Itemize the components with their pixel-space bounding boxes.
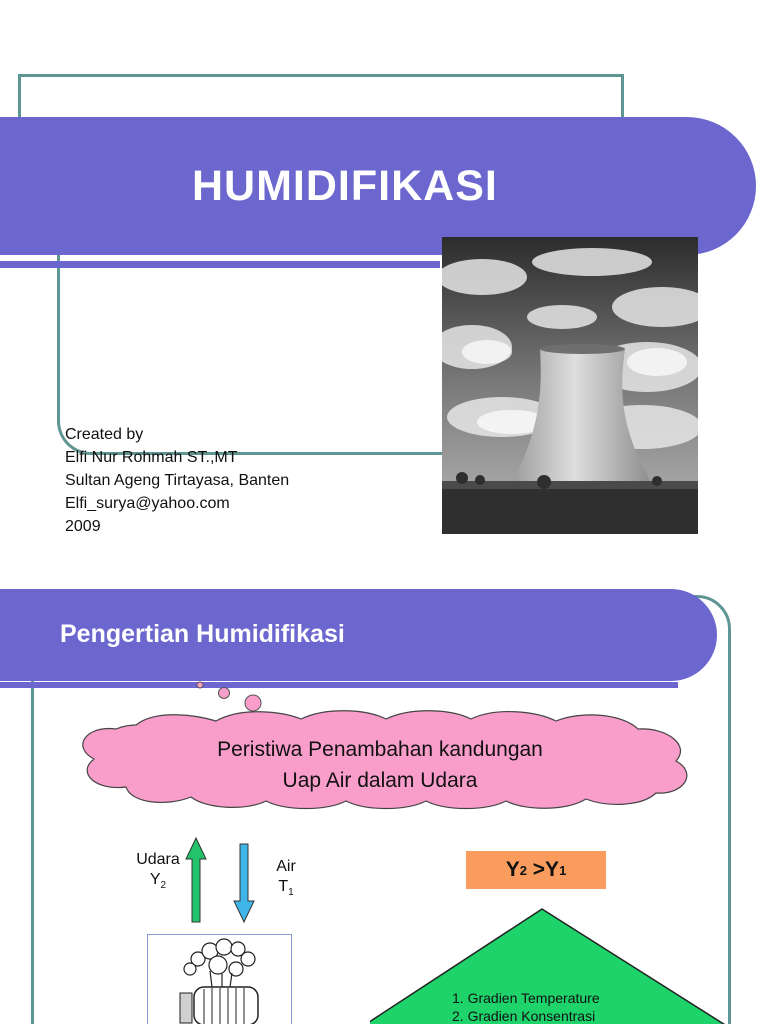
up-arrow-icon bbox=[185, 837, 207, 923]
y-a-sub: 2 bbox=[519, 862, 527, 878]
slide-pengertian bbox=[0, 565, 768, 1024]
title-band bbox=[0, 589, 717, 681]
y-comparison-box bbox=[466, 851, 606, 889]
triangle-item-2: 2. Gradien Konsentrasi bbox=[452, 1008, 596, 1024]
credit-line: Created by bbox=[65, 426, 144, 443]
air-symbol bbox=[266, 877, 306, 903]
slide-title-text: HUMIDIFIKASI bbox=[192, 162, 498, 210]
y-b-sub: 1 bbox=[559, 862, 567, 878]
slide-title-text: Pengertian Humidifikasi bbox=[60, 620, 345, 648]
cloud-line-2: Uap Air dalam Udara bbox=[282, 769, 478, 792]
credit-line: Elfi Nur Rohmah ST.,MT bbox=[65, 449, 238, 466]
air-label bbox=[266, 857, 306, 903]
udara-label bbox=[128, 850, 188, 896]
udara-symbol bbox=[128, 870, 188, 896]
title-underline bbox=[0, 261, 440, 268]
cooling-tower-photo bbox=[442, 237, 698, 534]
triangle-list bbox=[452, 989, 600, 1024]
y-a: Y bbox=[505, 858, 520, 881]
udara-y: Y bbox=[149, 871, 161, 888]
air-t: T bbox=[278, 878, 289, 895]
air-sub: 1 bbox=[288, 887, 294, 899]
triangle-item-1: 1. Gradien Temperature bbox=[452, 990, 600, 1006]
udara-text: Udara bbox=[136, 851, 180, 868]
air-text: Air bbox=[276, 858, 296, 875]
humidifier-icon bbox=[160, 935, 280, 1024]
credit-line: 2009 bbox=[65, 518, 101, 535]
credits-block bbox=[65, 423, 289, 538]
down-arrow-icon bbox=[233, 843, 255, 923]
y-op: >Y bbox=[526, 858, 560, 881]
credit-line: Sultan Ageng Tirtayasa, Banten bbox=[65, 472, 290, 489]
cloud-line-1: Peristiwa Penambahan kandungan bbox=[217, 738, 543, 761]
udara-sub: 2 bbox=[160, 880, 167, 892]
title-underline bbox=[0, 682, 678, 688]
title-band bbox=[0, 117, 756, 255]
cloud-text bbox=[145, 734, 615, 796]
credit-line: Elfi_surya@yahoo.com bbox=[65, 495, 230, 512]
